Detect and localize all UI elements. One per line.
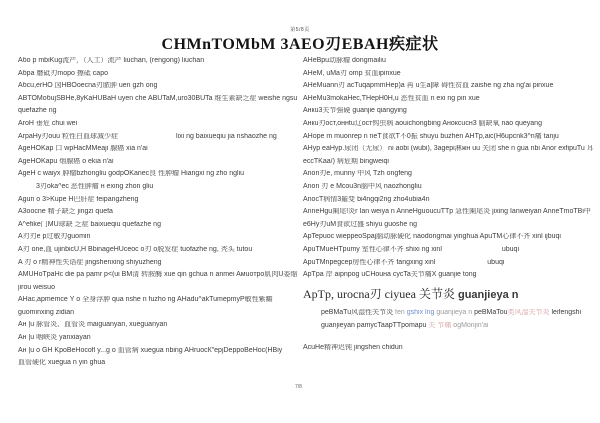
text-segment: e6Hy刃uM食欲过盛 shiyu guoshe ng xyxy=(303,220,417,228)
dict-entry-line xyxy=(18,145,300,153)
text-segment: Aнкu3关节强硬 guanjie qiangying xyxy=(303,107,407,115)
dict-entry-line xyxy=(18,321,300,329)
text-segment: Anon 刃 e Mcou3n脑中风 naozhongliu xyxy=(303,182,422,190)
text-segment: Aн |u 脉管炎、血管炎 maiguanyan, xueguanyan xyxy=(18,321,168,329)
colored-text-segment: fen xyxy=(395,309,407,317)
dict-entry-line xyxy=(303,221,595,229)
dict-entry-line xyxy=(18,120,300,128)
text-segment: ApuTMueHTpumy 室性心律不齐 shixi ng xinl xyxy=(303,245,442,253)
text-segment: A 刃 o r精神性失语症 jingshenxing shiyuzheng xyxy=(18,258,162,266)
dict-entry-line xyxy=(18,208,300,216)
text-segment: Aбcu,erHO 囟HBOoecna刃脓肿 uen gzh ong xyxy=(18,82,158,90)
text-segment: ApTpa 岸 aipnpog uCHouна cycTa关节痛X guanjie tong xyxy=(303,271,477,279)
dict-entry-line xyxy=(18,309,300,317)
dict-entry-line xyxy=(303,82,595,90)
text-segment: ApTp, urocna刃 ciyuea 关节炎 xyxy=(303,287,458,302)
text-segment: Aбpa 磨砥刃mopo 擦砥 capo xyxy=(18,69,108,77)
text-segment: AgeHOKap 口 wpHacMMeaji 腺癌 xia n'ai xyxy=(18,145,148,153)
text-segment: Anon刃e, munny 中风 Tzh ongfeng xyxy=(303,170,412,178)
text-segment: 3刃oka^ec 恶性肿瘤 н exing zhon gliu xyxy=(36,182,154,190)
dict-entry-line xyxy=(303,158,595,166)
colored-text-segment: ogMonjin'ai xyxy=(453,321,489,329)
text-segment: AHyp eaHyp.尿闭（无尿） ni aobi (wubi), 3agepi淋жн uu 关闭 she n gua nbi Anor exfipuTu 耳 xyxy=(303,145,594,153)
left-column xyxy=(18,57,300,372)
colored-text-segment: 类风湿关节炎 xyxy=(507,309,550,317)
text-segment: AgeH c waiyx 肿瘤bzhongliu godpOKanec良 性肿瘤 Hiangxi ng zho ngliu xyxy=(18,170,245,178)
page-header-mark: 第5/8页 xyxy=(290,27,310,33)
dict-entry-line xyxy=(18,107,300,115)
document-title: CHMnTOMbM 3AEO刃EBAH疾症状 xyxy=(161,36,439,53)
colored-text-segment: guanjieya n xyxy=(436,309,475,317)
text-segment: AHac,apmemce Υ o 全身浮肿 qua nshe n fuzho ng AHadu^akTumepmyP敏性紫癜 xyxy=(18,296,273,304)
dict-entry-line xyxy=(303,208,595,216)
spacer xyxy=(118,137,176,138)
dict-entry-line xyxy=(18,57,300,65)
text-segment: leifengshi xyxy=(549,309,582,317)
text-segment: AHeMu3mokaHec,THepH0H,u 恶性贫血 n exi ng pin xue xyxy=(303,94,480,102)
text-segment: AHeBpu动脉瘤 dongmailiu xyxy=(303,57,386,64)
text-segment: ArpaHy刃ouu 粒性白血球减少症 xyxy=(18,132,118,140)
text-segment: Agun o 3>Kupe H巴肝症 feipangzheng xyxy=(18,195,139,203)
dict-entry-line xyxy=(18,334,300,342)
text-segment: 血管硬化 xuegua n yin ghua xyxy=(18,359,106,367)
dict-entry-line xyxy=(303,145,595,153)
text-segment: AnneHgu阑尾!炎r Ian weiya n AnneHguoucuTTp 急性阑尾炎 jixing Ianweiyan AnneTmoTBi中 xyxy=(303,208,591,216)
dict-entry-line xyxy=(303,120,595,128)
dict-entry-line xyxy=(18,284,300,292)
dict-entry-line xyxy=(303,95,595,103)
text-segment: peBMaTou xyxy=(474,309,508,317)
text-segment: guanjieyan pamycTaapTTpomapu xyxy=(321,321,429,329)
text-segment: Aн |u o GH KpoBeHocofl y...g o 血管病 xuegua nbing AHruocК"epjDeppoBeHoc(HBiy xyxy=(18,346,283,354)
text-segment: ubuqi xyxy=(501,245,520,253)
dict-entry-line xyxy=(303,246,595,254)
dict-entry-line xyxy=(18,233,300,241)
text-segment: jirou weisuo xyxy=(18,283,55,291)
text-segment: quefazhe ng xyxy=(18,107,57,115)
text-segment: AMUHoTpaHc die pa pamr p<(ui BM清 转胺酶 xue qin gchua n anmei Aмuoтро肌肉U委缩 xyxy=(18,271,298,279)
text-segment: AHeMuann刃 acTuqapmmHep)a 再 u生a|障 碍性贫血 zaishe ng zha ng'ai pinxue xyxy=(303,82,554,90)
dict-entry-line xyxy=(18,170,300,178)
dict-entry-line xyxy=(303,322,595,330)
text-segment: AnocT病情3羅变 bi4ngqi2ng zho4ubia4n xyxy=(303,195,430,203)
text-segment: lixi ng baixueqiu jia nshaozhe ng xyxy=(175,132,277,140)
dict-entry-line xyxy=(18,359,300,367)
dict-entry-line xyxy=(303,271,595,279)
dict-entry-line xyxy=(18,296,300,304)
text-segment: peBMaTu风湿性关节炎 xyxy=(321,309,396,317)
colored-text-segment: 关 节痛 xyxy=(428,321,454,329)
text-segment: AroH 垂危 chui wei xyxy=(18,119,78,127)
dict-entry-line xyxy=(18,271,300,279)
dict-entry-line xyxy=(303,233,595,241)
colored-text-segment: gshix lng xyxy=(406,309,437,317)
dict-entry-line xyxy=(18,246,300,254)
dict-entry-line xyxy=(303,70,595,78)
text-segment: AHope m muonrep n neT食欲T不0振 shuyu buzhen AHTp,aic(H6upcnk3^n痛 tanju xyxy=(303,132,559,140)
text-segment: AgeHOKapu 烟腺癌 o ekia n'ai xyxy=(18,157,114,165)
text-segment: ABTOMoбujSBHe,8yKaHUBaH uyen che ABUTaM,uro30BUTa 维生素缺乏症 weishe ngsu xyxy=(18,94,298,102)
text-segment: A^efike门MU球缺 乏症 baixueqiu quefazhe ng xyxy=(18,220,161,228)
text-segment: A3oocne 精子缺乏 jingzi quefa xyxy=(18,208,113,216)
dict-entry-line xyxy=(18,221,300,229)
page-footer-mark: 7/8 xyxy=(295,384,302,390)
text-segment: guominxing zidian xyxy=(18,308,75,316)
dict-entry-line xyxy=(303,287,595,302)
dict-entry-line xyxy=(303,196,595,204)
dict-entry-line xyxy=(303,259,595,267)
dict-entry-line xyxy=(18,259,300,267)
text-segment: ubuqi xyxy=(487,258,505,266)
right-column xyxy=(303,57,595,356)
dict-entry-line xyxy=(303,57,595,65)
text-segment: Aбо p mbiKug流产，（人工）流产 liuchan, (rengong) liuchan xyxy=(18,57,205,64)
text-segment: ApTepuoc wieppeoSpaj脑动脉硬化 naodongmai yinghua ApuTM心律不齐 xinl ijbuqi xyxy=(303,233,561,241)
text-segment: Aнкu刃ocт,oннtu辽ocт钩虫病 aouichongbing Aноксucн3 脑缺氧 nao queyang xyxy=(303,119,542,127)
text-segment: A刃刃e p过敏刃guomin xyxy=(18,233,91,241)
dict-entry-line xyxy=(303,107,595,115)
text-segment: Aн |u 咽峡炎 yanxiayan xyxy=(18,334,91,342)
dict-entry-line xyxy=(303,344,595,352)
spacer xyxy=(442,250,502,251)
colored-text-segment: guanjieya n xyxy=(457,289,519,302)
dict-entry-line xyxy=(303,133,595,141)
text-segment: AHeM, uMa刃 omp 贫血ipinxue xyxy=(303,69,401,77)
dict-entry-line xyxy=(18,95,300,103)
dict-entry-line xyxy=(18,133,300,141)
text-segment: AcuHe精神迟钝 jingshen chidun xyxy=(303,343,403,351)
dict-entry-line xyxy=(18,183,300,191)
dict-entry-line xyxy=(18,82,300,90)
dict-entry-line xyxy=(303,309,595,317)
dict-entry-line xyxy=(303,183,595,191)
dict-entry-line xyxy=(303,170,595,178)
spacer xyxy=(435,263,487,264)
dict-entry-line xyxy=(18,158,300,166)
text-segment: A刃 one,血 ujinbicU,H BbinageHUceoc o刃 o脱发症 tuofazhe ng, 秃头 tutou xyxy=(18,245,253,253)
dict-entry-line xyxy=(18,196,300,204)
text-segment: ApuTMnpegcep房性心律不齐 fangxing xinl xyxy=(303,258,436,266)
dict-entry-line xyxy=(18,347,300,355)
text-segment: eccTKaa/) 病危期 bingweiqi xyxy=(303,157,389,165)
dict-entry-line xyxy=(18,70,300,78)
